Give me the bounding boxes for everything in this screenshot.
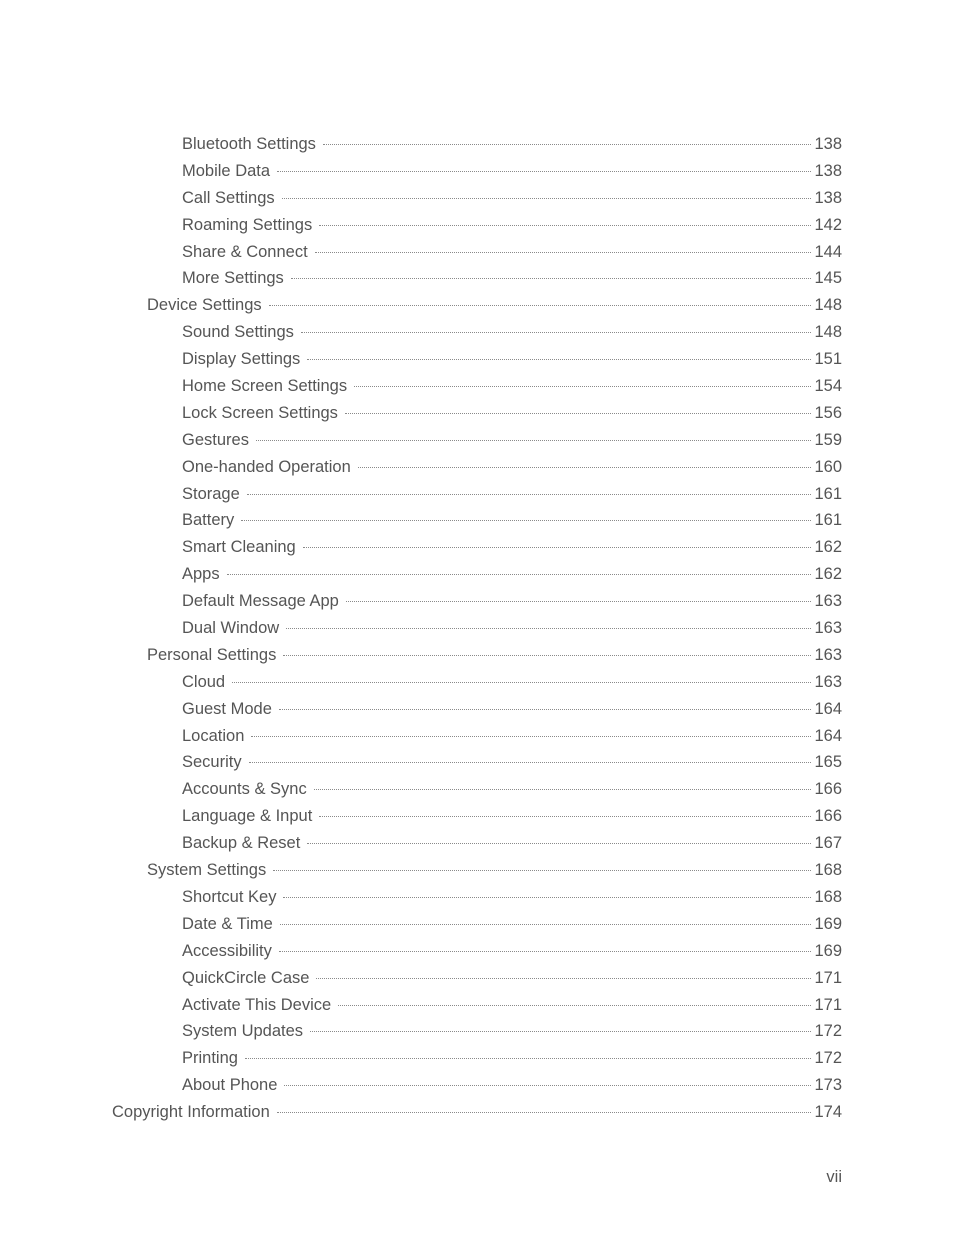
toc-entry[interactable]: [0, 507, 954, 534]
toc-entry[interactable]: [0, 992, 954, 1019]
toc-dot-leader: [316, 978, 811, 979]
toc-dot-leader: [307, 359, 811, 360]
toc-entry-page: 151: [814, 350, 842, 369]
toc-entry-page: 156: [814, 403, 842, 422]
toc-entry-page: 171: [814, 995, 842, 1014]
toc-entry-page: 169: [814, 941, 842, 960]
toc-entry[interactable]: [0, 669, 954, 696]
toc-dot-leader: [323, 144, 812, 145]
toc-entry-page: 165: [814, 753, 842, 772]
toc-dot-leader: [232, 682, 811, 683]
toc-entry-title: Gestures: [182, 430, 249, 449]
toc-entry-page: 166: [814, 807, 842, 826]
toc-entry-title: One-handed Operation: [182, 457, 351, 476]
toc-entry-title: Cloud: [182, 672, 226, 691]
toc-entry[interactable]: [0, 776, 954, 803]
toc-dot-leader: [227, 574, 812, 575]
toc-entry-title: Backup & Reset: [182, 834, 301, 853]
toc-entry[interactable]: [0, 857, 954, 884]
toc-entry[interactable]: [0, 481, 954, 508]
toc-entry[interactable]: [0, 1045, 954, 1072]
toc-dot-leader: [303, 547, 812, 548]
toc-entry[interactable]: [0, 1018, 954, 1045]
toc-entry[interactable]: [0, 830, 954, 857]
toc-dot-leader: [346, 601, 812, 602]
toc-dot-leader: [245, 1058, 812, 1059]
toc-entry-page: 164: [814, 726, 842, 745]
toc-dot-leader: [310, 1031, 811, 1032]
toc-entry-title: Lock Screen Settings: [182, 403, 338, 422]
toc-entry-page: 174: [814, 1103, 842, 1122]
toc-dot-leader: [277, 1112, 812, 1113]
toc-entry[interactable]: [0, 265, 954, 292]
toc-dot-leader: [354, 386, 811, 387]
toc-dot-leader: [279, 709, 812, 710]
toc-dot-leader: [277, 171, 811, 172]
toc-entry-page: 163: [814, 672, 842, 691]
toc-entry-page: 168: [814, 861, 842, 880]
toc-entry[interactable]: [0, 884, 954, 911]
toc-entry[interactable]: [0, 400, 954, 427]
toc-entry[interactable]: [0, 158, 954, 185]
toc-entry-page: 163: [814, 592, 842, 611]
toc-entry-page: 138: [814, 135, 842, 153]
toc-entry-title: Apps: [182, 565, 220, 584]
toc-entry[interactable]: [0, 696, 954, 723]
toc-entry-title: Device Settings: [147, 296, 262, 315]
toc-entry-page: 159: [814, 430, 842, 449]
toc-entry-title: Call Settings: [182, 188, 275, 207]
toc-entry-title: Activate This Device: [182, 995, 332, 1014]
toc-entry-page: 164: [814, 699, 842, 718]
toc-dot-leader: [273, 870, 811, 871]
toc-entry[interactable]: [0, 561, 954, 588]
toc-entry-title: Display Settings: [182, 350, 301, 369]
toc-entry-page: 162: [814, 538, 842, 557]
toc-entry-title: Share & Connect: [182, 242, 308, 261]
toc-dot-leader: [301, 332, 812, 333]
toc-entry[interactable]: [0, 292, 954, 319]
toc-entry-page: 169: [814, 914, 842, 933]
toc-entry[interactable]: [0, 723, 954, 750]
toc-entry-title: QuickCircle Case: [182, 968, 310, 987]
toc-entry[interactable]: [0, 1099, 954, 1126]
toc-entry-title: Printing: [182, 1049, 238, 1068]
toc-dot-leader: [286, 628, 811, 629]
toc-dot-leader: [315, 252, 812, 253]
table-of-contents: [0, 131, 954, 1126]
toc-entry[interactable]: [0, 803, 954, 830]
toc-entry[interactable]: [0, 212, 954, 239]
toc-entry-title: Accessibility: [182, 941, 272, 960]
toc-entry[interactable]: [0, 454, 954, 481]
toc-dot-leader: [279, 951, 812, 952]
toc-entry-title: Language & Input: [182, 807, 313, 826]
toc-entry-page: 144: [814, 242, 842, 261]
toc-entry[interactable]: [0, 185, 954, 212]
toc-dot-leader: [338, 1005, 811, 1006]
toc-entry[interactable]: [0, 319, 954, 346]
toc-dot-leader: [241, 520, 811, 521]
toc-entry[interactable]: [0, 427, 954, 454]
toc-dot-leader: [269, 305, 812, 306]
toc-entry-title: Storage: [182, 484, 240, 503]
toc-entry-page: 163: [814, 645, 842, 664]
toc-entry-page: 172: [814, 1022, 842, 1041]
toc-entry-title: Battery: [182, 511, 235, 530]
toc-entry-title: More Settings: [182, 269, 284, 288]
toc-entry[interactable]: [0, 642, 954, 669]
toc-dot-leader: [345, 413, 812, 414]
toc-entry[interactable]: [0, 965, 954, 992]
toc-dot-leader: [251, 736, 811, 737]
toc-entry[interactable]: [0, 373, 954, 400]
toc-entry-page: 173: [814, 1076, 842, 1095]
toc-dot-leader: [307, 843, 811, 844]
toc-entry[interactable]: [0, 588, 954, 615]
toc-entry-title: Date & Time: [182, 914, 273, 933]
toc-entry-page: 142: [814, 215, 842, 234]
toc-entry[interactable]: [0, 239, 954, 266]
toc-entry-title: Sound Settings: [182, 323, 294, 342]
toc-entry-page: 160: [814, 457, 842, 476]
toc-entry-title: Accounts & Sync: [182, 780, 307, 799]
toc-dot-leader: [358, 467, 812, 468]
toc-entry-page: 154: [814, 377, 842, 396]
toc-entry-title: Smart Cleaning: [182, 538, 296, 557]
toc-entry-page: 168: [814, 887, 842, 906]
toc-entry-title: Security: [182, 753, 242, 772]
toc-entry-page: 171: [814, 968, 842, 987]
toc-entry-page: 167: [814, 834, 842, 853]
toc-entry[interactable]: [0, 131, 954, 158]
toc-dot-leader: [319, 816, 811, 817]
toc-entry[interactable]: [0, 749, 954, 776]
toc-entry[interactable]: [0, 346, 954, 373]
toc-entry[interactable]: [0, 615, 954, 642]
toc-entry-page: 145: [814, 269, 842, 288]
toc-entry-title: Personal Settings: [147, 645, 277, 664]
toc-entry-title: Mobile Data: [182, 161, 271, 180]
toc-dot-leader: [283, 897, 811, 898]
toc-entry-page: 161: [814, 511, 842, 530]
toc-entry[interactable]: [0, 938, 954, 965]
toc-dot-leader: [283, 655, 811, 656]
toc-entry-title: About Phone: [182, 1076, 278, 1095]
toc-entry-page: 163: [814, 619, 842, 638]
toc-dot-leader: [314, 789, 812, 790]
toc-entry-page: 138: [814, 161, 842, 180]
toc-entry[interactable]: [0, 911, 954, 938]
toc-entry-title: Default Message App: [182, 592, 339, 611]
toc-dot-leader: [284, 1085, 811, 1086]
toc-entry-title: Home Screen Settings: [182, 377, 348, 396]
toc-entry-page: 148: [814, 323, 842, 342]
toc-entry-page: 162: [814, 565, 842, 584]
toc-dot-leader: [319, 225, 811, 226]
toc-entry-page: 166: [814, 780, 842, 799]
page-number: vii: [826, 1168, 842, 1186]
toc-entry-title: System Settings: [147, 861, 267, 880]
toc-entry-title: Shortcut Key: [182, 887, 277, 906]
toc-entry[interactable]: [0, 1072, 954, 1099]
toc-entry[interactable]: [0, 534, 954, 561]
toc-entry-page: 161: [814, 484, 842, 503]
toc-entry-title: System Updates: [182, 1022, 304, 1041]
toc-entry-page: 172: [814, 1049, 842, 1068]
toc-dot-leader: [247, 494, 812, 495]
toc-entry-title: Guest Mode: [182, 699, 272, 718]
toc-dot-leader: [282, 198, 812, 199]
toc-entry-title: Roaming Settings: [182, 215, 313, 234]
toc-entry-title: Copyright Information: [112, 1103, 270, 1122]
toc-entry-page: 148: [814, 296, 842, 315]
toc-entry-page: 138: [814, 188, 842, 207]
toc-entry-title: Bluetooth Settings: [182, 135, 316, 153]
toc-dot-leader: [280, 924, 812, 925]
toc-dot-leader: [249, 762, 812, 763]
toc-entry-title: Location: [182, 726, 245, 745]
toc-entry-title: Dual Window: [182, 619, 280, 638]
toc-dot-leader: [291, 278, 812, 279]
toc-dot-leader: [256, 440, 812, 441]
